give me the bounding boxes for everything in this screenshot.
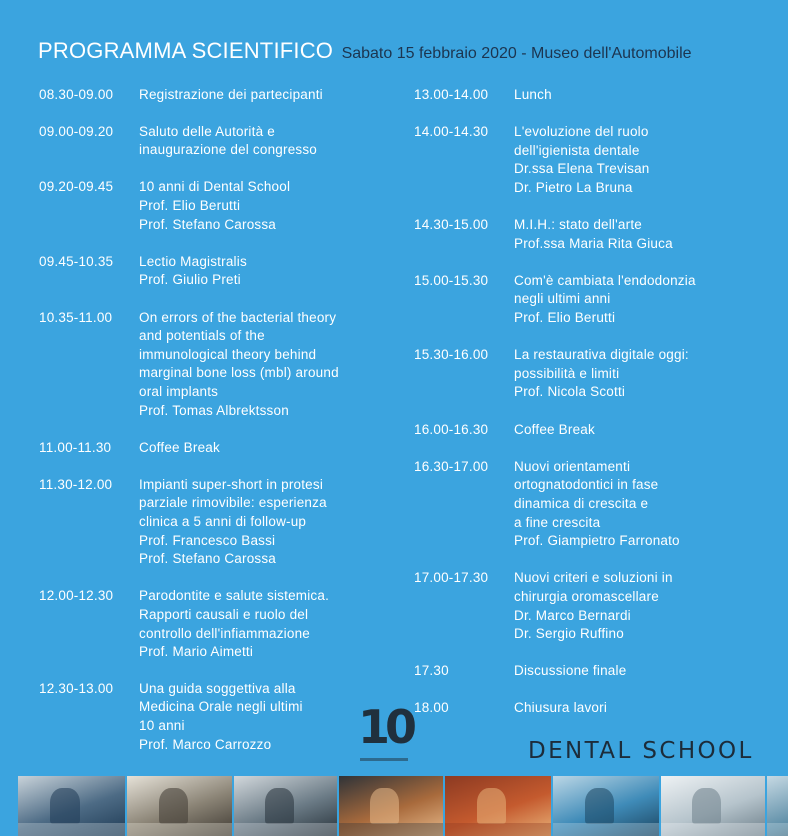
schedule-line: possibilità e limiti	[514, 365, 620, 381]
schedule-item	[414, 458, 774, 551]
schedule-line: Prof.ssa Maria Rita Giuca	[514, 235, 673, 251]
schedule-column-morning	[39, 86, 384, 754]
schedule-item	[414, 346, 774, 402]
schedule-line: controllo dell'infiammazione	[139, 625, 311, 641]
schedule-description	[514, 458, 774, 551]
schedule-line: Lunch	[514, 87, 552, 102]
schedule-time: 09.20-09.45	[39, 179, 114, 195]
schedule-description	[514, 272, 774, 328]
schedule-time: 16.00-16.30	[414, 421, 489, 437]
schedule-description	[514, 86, 774, 105]
dentist-photo	[767, 776, 788, 836]
clinic-photo	[18, 776, 125, 836]
schedule-description	[514, 123, 774, 197]
schedule-line: Rapporti causali e ruolo del	[139, 607, 309, 623]
schedule-item	[39, 253, 384, 290]
schedule-description	[139, 680, 384, 754]
schedule-item	[39, 178, 384, 234]
schedule-description	[514, 216, 774, 253]
schedule-line: Coffee Break	[514, 421, 595, 437]
photo-shape	[127, 823, 232, 836]
schedule-line: Lectio Magistralis	[139, 253, 247, 269]
photo-shape	[370, 788, 399, 824]
schedule-time: 14.00-14.30	[414, 124, 489, 140]
schedule-line: Prof. Stefano Carossa	[139, 551, 277, 567]
schedule-line: clinica a 5 anni di follow-up	[139, 514, 307, 530]
photo-shape	[50, 788, 80, 824]
microscope-photo	[339, 776, 443, 836]
schedule-line: Dr. Sergio Ruffino	[514, 626, 624, 642]
schedule-item	[39, 86, 384, 105]
schedule-description	[514, 421, 774, 440]
schedule-description	[139, 587, 384, 661]
schedule-line: Prof. Nicola Scotti	[514, 384, 626, 400]
schedule-line: immunological theory behind	[139, 346, 317, 362]
schedule-line: Discussione finale	[514, 663, 627, 679]
schedule-line: Dr. Pietro La Bruna	[514, 179, 633, 195]
schedule-time: 11.00-11.30	[39, 439, 112, 455]
schedule-column-afternoon	[414, 86, 774, 718]
schedule-description	[514, 699, 774, 718]
schedule-line: Prof. Mario Aimetti	[139, 644, 254, 660]
students-photo	[553, 776, 659, 836]
page-subtitle: Sabato 15 febbraio 2020 - Museo dell'Automobile	[341, 45, 692, 62]
photo-shape	[159, 788, 188, 824]
schedule-line: parziale rimovibile: esperienza	[139, 495, 327, 511]
schedule-line: oral implants	[139, 383, 219, 399]
schedule-line: Prof. Stefano Carossa	[139, 216, 277, 232]
schedule-item	[414, 123, 774, 197]
hallway-photo	[127, 776, 232, 836]
schedule-time: 16.30-17.00	[414, 458, 489, 474]
schedule-line: Prof. Marco Carrozzo	[139, 736, 272, 752]
schedule-time: 17.30	[414, 663, 449, 679]
schedule-description	[139, 123, 384, 160]
schedule-line: Una guida soggettiva alla	[139, 680, 296, 696]
schedule-description	[139, 178, 384, 234]
schedule-line: Medicina Orale negli ultimi	[139, 699, 303, 715]
schedule-description	[514, 662, 774, 681]
schedule-description	[139, 476, 384, 569]
schedule-item	[39, 439, 384, 458]
schedule-line: L'evoluzione del ruolo	[514, 124, 649, 140]
schedule-time: 10.35-11.00	[39, 309, 113, 325]
photo-shape	[265, 788, 294, 824]
schedule-line: a fine crescita	[514, 514, 601, 530]
schedule-time: 11.30-12.00	[39, 476, 113, 492]
logo-underline	[360, 758, 408, 761]
logo-number: 10	[358, 700, 413, 754]
photo-shape	[585, 788, 615, 824]
schedule-line: Dr. Marco Bernardi	[514, 607, 631, 623]
schedule-time: 15.00-15.30	[414, 272, 489, 288]
photo-shape	[18, 823, 125, 836]
schedule-line: Coffee Break	[139, 439, 220, 455]
schedule-line: Dr.ssa Elena Trevisan	[514, 161, 650, 177]
schedule-line: Chiusura lavori	[514, 699, 608, 715]
schedule-item	[414, 662, 774, 681]
schedule-time: 09.45-10.35	[39, 253, 114, 269]
schedule-time: 08.30-09.00	[39, 87, 114, 102]
schedule-line: Prof. Elio Berutti	[139, 197, 241, 213]
schedule-time: 14.30-15.00	[414, 217, 489, 233]
schedule-line: Com'è cambiata l'endodonzia	[514, 272, 696, 288]
schedule-line: Prof. Tomas Albrektsson	[139, 402, 289, 418]
schedule-item	[39, 309, 384, 421]
schedule-line: Nuovi criteri e soluzioni in	[514, 570, 673, 586]
schedule-description	[139, 309, 384, 421]
photo-shape	[477, 788, 507, 824]
schedule-item	[39, 680, 384, 754]
schedule-description	[139, 439, 384, 458]
schedule-item	[39, 476, 384, 569]
brand-name: DENTAL SCHOOL	[528, 738, 754, 764]
schedule-line: Saluto delle Autorità e	[139, 123, 275, 139]
anniversary-logo	[358, 700, 413, 754]
schedule-line: Registrazione dei partecipanti	[139, 87, 323, 102]
schedule-description	[514, 569, 774, 643]
photo-strip	[18, 776, 788, 836]
schedule-line: Prof. Giampietro Farronato	[514, 533, 680, 549]
schedule-line: chirurgia oromascellare	[514, 588, 659, 604]
schedule-line: 10 anni di Dental School	[139, 179, 291, 195]
schedule-line: inaugurazione del congresso	[139, 142, 318, 158]
schedule-line: Prof. Francesco Bassi	[139, 532, 276, 548]
schedule-time: 12.30-13.00	[39, 680, 114, 696]
page-title: PROGRAMMA SCIENTIFICO	[38, 38, 334, 63]
schedule-line: 10 anni	[139, 718, 185, 733]
photo-shape	[692, 788, 721, 824]
schedule-line: On errors of the bacterial theory	[139, 309, 337, 325]
photo-shape	[445, 823, 551, 836]
schedule-time: 17.00-17.30	[414, 570, 489, 586]
lab-photo	[234, 776, 337, 836]
schedule-line: marginal bone loss (mbl) around	[139, 365, 339, 381]
schedule-item	[414, 421, 774, 440]
schedule-time: 13.00-14.00	[414, 87, 489, 102]
auditorium-photo	[445, 776, 551, 836]
schedule-item	[414, 86, 774, 105]
schedule-line: and potentials of the	[139, 328, 265, 344]
schedule-line: Prof. Giulio Preti	[139, 272, 241, 288]
schedule-item	[414, 272, 774, 328]
schedule-item	[414, 699, 774, 718]
schedule-line: Prof. Elio Berutti	[514, 310, 616, 326]
photo-shape	[767, 823, 788, 836]
schedule-time: 18.00	[414, 699, 449, 715]
schedule-line: Nuovi orientamenti	[514, 458, 631, 474]
schedule-line: Impianti super-short in protesi	[139, 476, 324, 492]
schedule-description	[514, 346, 774, 402]
schedule-time: 12.00-12.30	[39, 588, 114, 604]
schedule-time: 15.30-16.00	[414, 347, 489, 363]
schedule-line: La restaurativa digitale oggi:	[514, 347, 689, 363]
header	[38, 38, 692, 64]
schedule-description	[139, 86, 384, 105]
schedule-line: dell'igienista dentale	[514, 142, 640, 158]
schedule-line: dinamica di crescita e	[514, 495, 649, 511]
schedule-line: M.I.H.: stato dell'arte	[514, 217, 642, 233]
corridor-photo	[661, 776, 765, 836]
photo-shape	[339, 823, 443, 836]
schedule-item	[414, 216, 774, 253]
photo-shape	[553, 823, 659, 836]
schedule-description	[139, 253, 384, 290]
schedule-item	[39, 123, 384, 160]
schedule-item	[414, 569, 774, 643]
photo-shape	[661, 823, 765, 836]
schedule-line: negli ultimi anni	[514, 291, 611, 307]
schedule-line: ortognatodontici in fase	[514, 477, 659, 493]
photo-shape	[234, 823, 337, 836]
schedule-time: 09.00-09.20	[39, 123, 114, 139]
schedule-item	[39, 587, 384, 661]
schedule-line: Parodontite e salute sistemica.	[139, 588, 330, 604]
